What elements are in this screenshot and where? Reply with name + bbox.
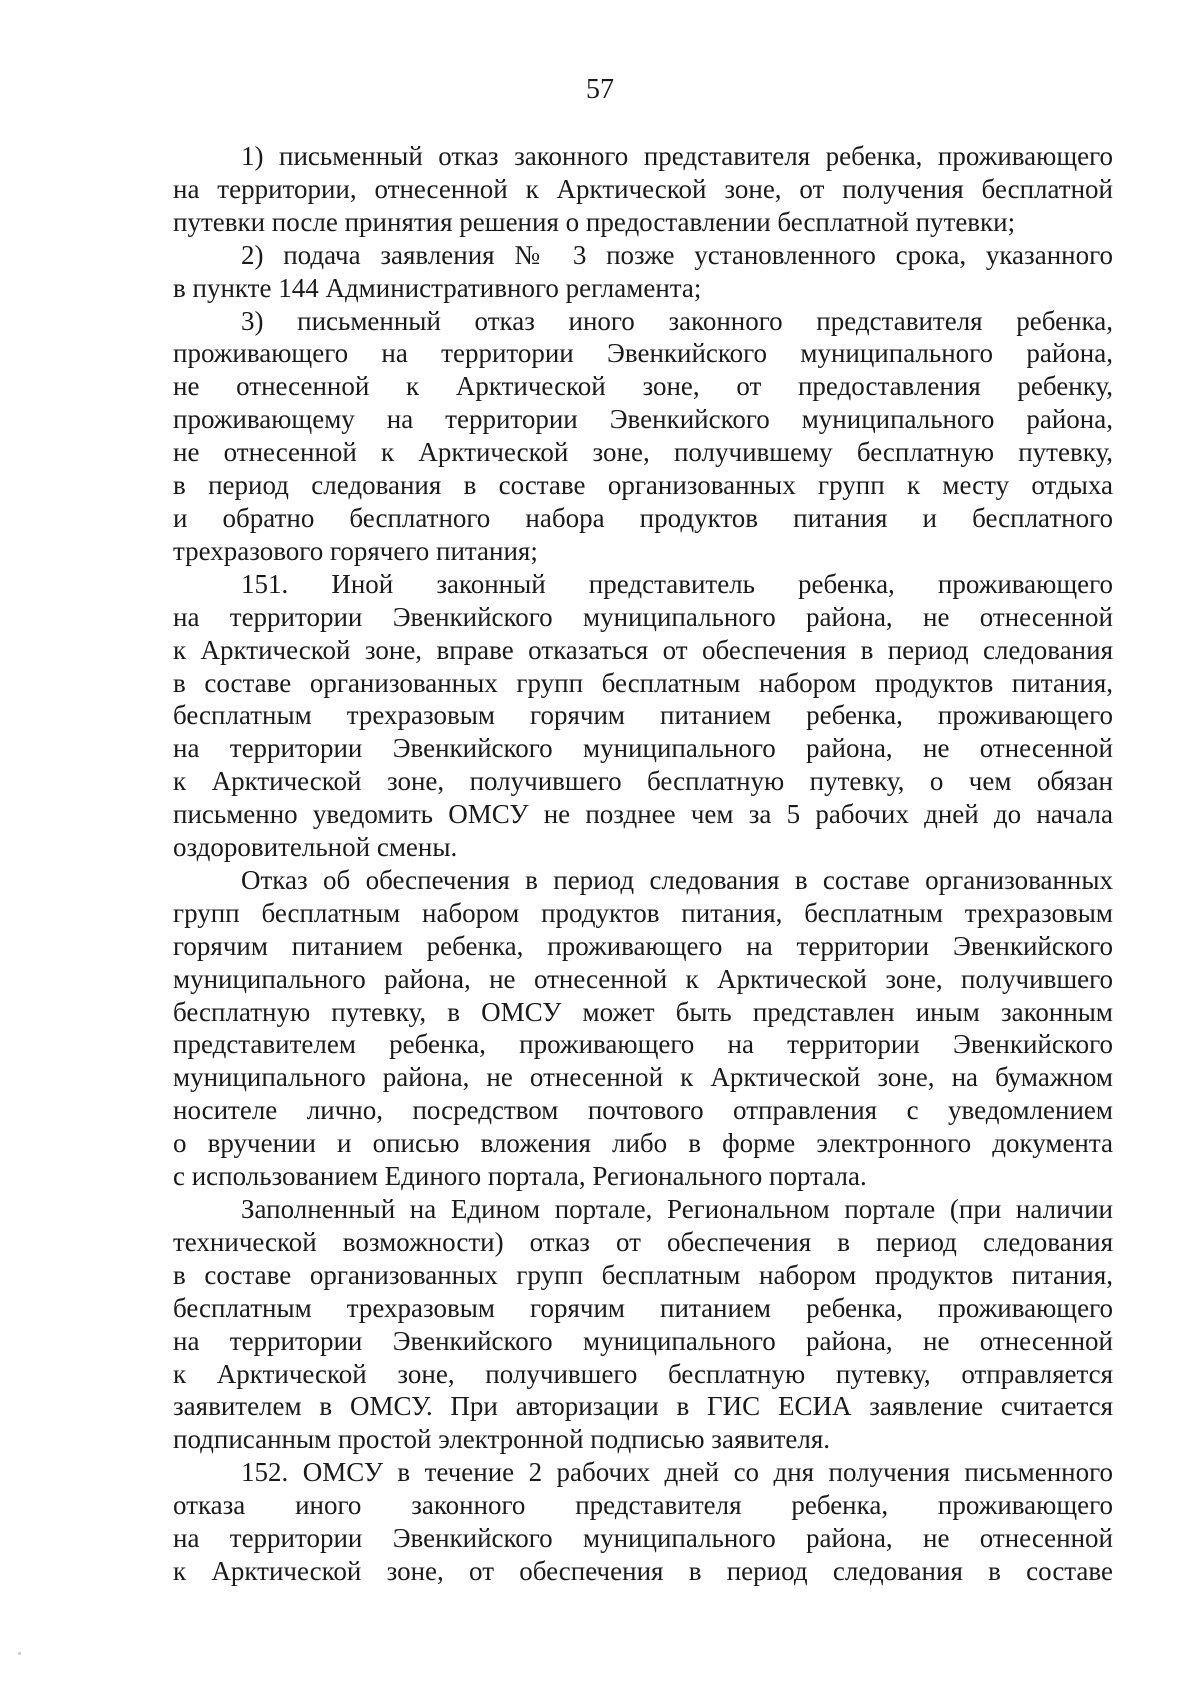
text-line: не отнесенной к Арктической зоне, от предоставления ребенку, xyxy=(173,371,1113,402)
page-number: 57 xyxy=(586,74,614,105)
text-line: к Арктической зоне, вправе отказаться от обеспечения в период следования xyxy=(173,634,1113,665)
text-line: на территории Эвенкийского муниципального района, не отнесенной xyxy=(173,601,1113,632)
text-line: бесплатным трехразовым горячим питанием ребенка, проживающего xyxy=(173,700,1113,731)
clause-152 xyxy=(173,1456,1113,1588)
text-line: бесплатным трехразовым горячим питанием ребенка, проживающего xyxy=(173,1292,1113,1323)
text-line: Отказ об обеспечения в период следования в составе организованных xyxy=(241,864,1113,895)
list-item-2 xyxy=(173,239,1113,305)
text-line: горячим питанием ребенка, проживающего на территории Эвенкийского xyxy=(173,930,1113,961)
document-body xyxy=(173,140,1113,1588)
text-line: муниципального района, не отнесенной к Арктической зоне, получившего xyxy=(173,963,1113,994)
text-line: 151. Иной законный представитель ребенка, проживающего xyxy=(241,568,1113,599)
list-item-1 xyxy=(173,140,1113,239)
text-line: в период следования в составе организованных групп к месту отдыха xyxy=(173,470,1113,501)
text-line: не отнесенной к Арктической зоне, получившему бесплатную путевку, xyxy=(173,437,1113,468)
text-line: подписанным простой электронной подписью заявителя. xyxy=(173,1424,830,1455)
list-item-3 xyxy=(173,305,1113,568)
text-line: к Арктической зоне, от обеспечения в период следования в составе xyxy=(173,1555,1113,1586)
text-line: носителе лично, посредством почтового отправления с уведомлением xyxy=(173,1095,1113,1126)
text-line: проживающему на территории Эвенкийского муниципального района, xyxy=(173,404,1113,435)
text-line: групп бесплатным набором продуктов питания, бесплатным трехразовым xyxy=(173,897,1113,928)
text-line: оздоровительной смены. xyxy=(173,832,458,863)
text-line: 2) подача заявления № 3 позже установленного срока, указанного xyxy=(241,239,1113,270)
text-line: 3) письменный отказ иного законного представителя ребенка, xyxy=(241,305,1113,336)
text-line: с использованием Единого портала, Регионального портала. xyxy=(173,1161,867,1192)
text-line: проживающего на территории Эвенкийского муниципального района, xyxy=(173,338,1113,369)
clause-151 xyxy=(173,568,1113,864)
text-line: муниципального района, не отнесенной к Арктической зоне, на бумажном xyxy=(173,1062,1113,1093)
text-line: отказа иного законного представителя ребенка, проживающего xyxy=(173,1490,1113,1521)
scan-speck xyxy=(18,1652,21,1655)
text-line: представителем ребенка, проживающего на территории Эвенкийского xyxy=(173,1029,1113,1060)
text-line: Заполненный на Едином портале, Региональном портале (при наличии xyxy=(241,1194,1113,1224)
text-line: о вручении и описью вложения либо в форме электронного документа xyxy=(173,1128,1113,1159)
text-line: путевки после принятия решения о предоставлении бесплатной путевки; xyxy=(173,206,1016,237)
text-line: в пункте 144 Административного регламента; xyxy=(173,272,702,303)
text-line: письменно уведомить ОМСУ не позднее чем за 5 рабочих дней до начала xyxy=(173,799,1113,830)
text-line: трехразового горячего питания; xyxy=(173,535,538,566)
text-line: бесплатную путевку, в ОМСУ может быть представлен иным законным xyxy=(173,996,1113,1027)
text-line: в составе организованных групп бесплатным набором продуктов питания, xyxy=(173,1259,1113,1290)
text-line: заявителем в ОМСУ. При авторизации в ГИС ЕСИА заявление считается xyxy=(173,1391,1113,1422)
text-line: в составе организованных групп бесплатным набором продуктов питания, xyxy=(173,667,1113,698)
text-line: на территории Эвенкийского муниципального района, не отнесенной xyxy=(173,1325,1113,1356)
text-line: к Арктической зоне, получившего бесплатную путевку, отправляется xyxy=(173,1358,1113,1389)
refusal-submission-paragraph xyxy=(173,864,1113,1193)
text-line: и обратно бесплатного набора продуктов питания и бесплатного xyxy=(173,502,1113,533)
text-line: технической возможности) отказ от обеспечения в период следования xyxy=(173,1226,1113,1257)
text-line: 1) письменный отказ законного представителя ребенка, проживающего xyxy=(241,141,1113,171)
text-line: 152. ОМСУ в течение 2 рабочих дней со дня получения письменного xyxy=(241,1457,1113,1488)
text-line: на территории Эвенкийского муниципального района, не отнесенной xyxy=(173,1523,1113,1554)
text-line: на территории Эвенкийского муниципального района, не отнесенной xyxy=(173,733,1113,764)
text-line: к Арктической зоне, получившего бесплатную путевку, о чем обязан xyxy=(173,766,1113,797)
text-line: на территории, отнесенной к Арктической зоне, от получения бесплатной xyxy=(173,173,1113,204)
portal-refusal-paragraph xyxy=(173,1193,1113,1456)
